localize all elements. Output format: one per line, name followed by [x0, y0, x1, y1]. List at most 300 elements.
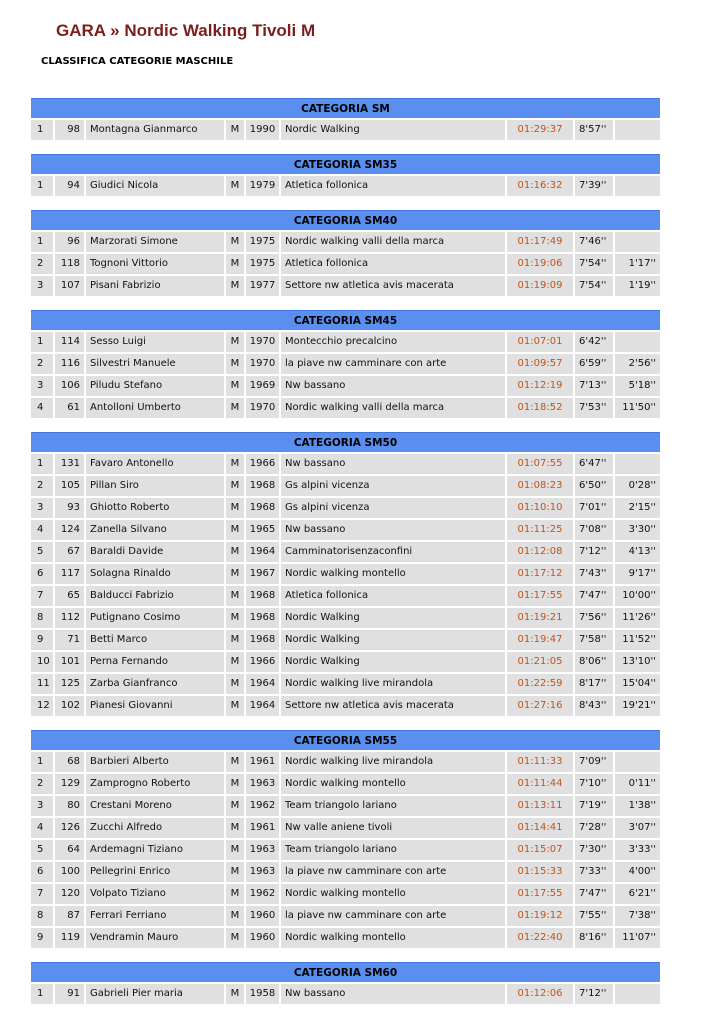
table-row — [31, 176, 660, 196]
birth-year-cell: 1958 — [246, 984, 279, 1004]
team-cell: Nw bassano — [281, 376, 505, 396]
pace-cell: 7'08'' — [575, 520, 613, 540]
finish-time-cell: 01:13:11 — [507, 796, 573, 816]
position-cell: 8 — [31, 906, 53, 926]
position-cell: 2 — [31, 476, 53, 496]
position-cell: 2 — [31, 254, 53, 274]
sex-cell: M — [226, 542, 244, 562]
gap-cell — [615, 752, 660, 772]
bib-number-cell: 117 — [55, 564, 84, 584]
position-cell: 1 — [31, 984, 53, 1004]
athlete-name-cell: Zarba Gianfranco — [86, 674, 224, 694]
birth-year-cell: 1970 — [246, 354, 279, 374]
position-cell: 1 — [31, 332, 53, 352]
gap-cell — [615, 984, 660, 1004]
athlete-name-cell: Balducci Fabrizio — [86, 586, 224, 606]
sex-cell: M — [226, 476, 244, 496]
finish-time-cell: 01:15:33 — [507, 862, 573, 882]
birth-year-cell: 1966 — [246, 652, 279, 672]
pace-cell: 6'59'' — [575, 354, 613, 374]
gap-cell: 2'56'' — [615, 354, 660, 374]
position-cell: 10 — [31, 652, 53, 672]
sex-cell: M — [226, 884, 244, 904]
category-section — [31, 432, 660, 716]
sex-cell: M — [226, 862, 244, 882]
category-spacer — [31, 418, 660, 432]
finish-time-cell: 01:19:12 — [507, 906, 573, 926]
position-cell: 1 — [31, 120, 53, 140]
gap-cell: 11'52'' — [615, 630, 660, 650]
sex-cell: M — [226, 840, 244, 860]
pace-cell: 7'09'' — [575, 752, 613, 772]
bib-number-cell: 65 — [55, 586, 84, 606]
team-cell: Nordic walking montello — [281, 564, 505, 584]
gap-cell — [615, 120, 660, 140]
table-row — [31, 332, 660, 352]
gap-cell: 3'30'' — [615, 520, 660, 540]
finish-time-cell: 01:19:06 — [507, 254, 573, 274]
category-spacer — [31, 948, 660, 962]
sex-cell: M — [226, 354, 244, 374]
gap-cell: 3'07'' — [615, 818, 660, 838]
sex-cell: M — [226, 254, 244, 274]
pace-cell: 7'58'' — [575, 630, 613, 650]
gap-cell: 11'26'' — [615, 608, 660, 628]
birth-year-cell: 1975 — [246, 232, 279, 252]
table-row — [31, 608, 660, 628]
gap-cell: 4'13'' — [615, 542, 660, 562]
gap-cell — [615, 176, 660, 196]
bib-number-cell: 96 — [55, 232, 84, 252]
finish-time-cell: 01:19:21 — [507, 608, 573, 628]
athlete-name-cell: Pianesi Giovanni — [86, 696, 224, 716]
athlete-name-cell: Barbieri Alberto — [86, 752, 224, 772]
gap-cell: 2'15'' — [615, 498, 660, 518]
sex-cell: M — [226, 276, 244, 296]
pace-cell: 7'53'' — [575, 398, 613, 418]
bib-number-cell: 87 — [55, 906, 84, 926]
sex-cell: M — [226, 586, 244, 606]
sex-cell: M — [226, 796, 244, 816]
sex-cell: M — [226, 564, 244, 584]
birth-year-cell: 1968 — [246, 608, 279, 628]
position-cell: 7 — [31, 884, 53, 904]
position-cell: 1 — [31, 454, 53, 474]
pace-cell: 7'10'' — [575, 774, 613, 794]
team-cell: la piave nw camminare con arte — [281, 354, 505, 374]
sex-cell: M — [226, 928, 244, 948]
finish-time-cell: 01:12:06 — [507, 984, 573, 1004]
bib-number-cell: 93 — [55, 498, 84, 518]
gap-cell: 1'38'' — [615, 796, 660, 816]
category-section — [31, 310, 660, 418]
table-row — [31, 796, 660, 816]
birth-year-cell: 1960 — [246, 906, 279, 926]
pace-cell: 7'12'' — [575, 984, 613, 1004]
table-row — [31, 818, 660, 838]
gap-cell: 9'17'' — [615, 564, 660, 584]
bib-number-cell: 119 — [55, 928, 84, 948]
finish-time-cell: 01:17:55 — [507, 586, 573, 606]
page-title: GARA » Nordic Walking Tivoli M — [56, 21, 316, 40]
position-cell: 6 — [31, 862, 53, 882]
athlete-name-cell: Vendramin Mauro — [86, 928, 224, 948]
athlete-name-cell: Volpato Tiziano — [86, 884, 224, 904]
athlete-name-cell: Montagna Gianmarco — [86, 120, 224, 140]
pace-cell: 7'39'' — [575, 176, 613, 196]
table-row — [31, 542, 660, 562]
team-cell: Nordic Walking — [281, 608, 505, 628]
birth-year-cell: 1965 — [246, 520, 279, 540]
finish-time-cell: 01:16:32 — [507, 176, 573, 196]
gap-cell: 11'50'' — [615, 398, 660, 418]
team-cell: Nordic Walking — [281, 120, 505, 140]
bib-number-cell: 114 — [55, 332, 84, 352]
table-row — [31, 862, 660, 882]
finish-time-cell: 01:17:12 — [507, 564, 573, 584]
category-section — [31, 210, 660, 296]
athlete-name-cell: Giudici Nicola — [86, 176, 224, 196]
pace-cell: 7'33'' — [575, 862, 613, 882]
sex-cell: M — [226, 498, 244, 518]
team-cell: Nw valle aniene tivoli — [281, 818, 505, 838]
category-spacer — [31, 140, 660, 154]
birth-year-cell: 1963 — [246, 774, 279, 794]
birth-year-cell: 1977 — [246, 276, 279, 296]
athlete-name-cell: Baraldi Davide — [86, 542, 224, 562]
table-row — [31, 774, 660, 794]
bib-number-cell: 64 — [55, 840, 84, 860]
pace-cell: 6'50'' — [575, 476, 613, 496]
sex-cell: M — [226, 120, 244, 140]
team-cell: Camminatorisenzaconfini — [281, 542, 505, 562]
birth-year-cell: 1961 — [246, 818, 279, 838]
athlete-name-cell: Perna Fernando — [86, 652, 224, 672]
team-cell: Nordic walking live mirandola — [281, 752, 505, 772]
bib-number-cell: 91 — [55, 984, 84, 1004]
position-cell: 9 — [31, 630, 53, 650]
sex-cell: M — [226, 332, 244, 352]
pace-cell: 7'12'' — [575, 542, 613, 562]
table-row — [31, 498, 660, 518]
pace-cell: 7'56'' — [575, 608, 613, 628]
team-cell: Nw bassano — [281, 984, 505, 1004]
bib-number-cell: 131 — [55, 454, 84, 474]
birth-year-cell: 1962 — [246, 884, 279, 904]
finish-time-cell: 01:12:08 — [507, 542, 573, 562]
birth-year-cell: 1967 — [246, 564, 279, 584]
pace-cell: 7'54'' — [575, 276, 613, 296]
category-section — [31, 962, 660, 1004]
athlete-name-cell: Ferrari Ferriano — [86, 906, 224, 926]
pace-cell: 7'28'' — [575, 818, 613, 838]
bib-number-cell: 107 — [55, 276, 84, 296]
sex-cell: M — [226, 176, 244, 196]
position-cell: 1 — [31, 176, 53, 196]
athlete-name-cell: Crestani Moreno — [86, 796, 224, 816]
birth-year-cell: 1964 — [246, 542, 279, 562]
bib-number-cell: 105 — [55, 476, 84, 496]
category-header: CATEGORIA SM45 — [31, 310, 660, 330]
team-cell: la piave nw camminare con arte — [281, 862, 505, 882]
table-row — [31, 476, 660, 496]
athlete-name-cell: Pillan Siro — [86, 476, 224, 496]
pace-cell: 7'43'' — [575, 564, 613, 584]
team-cell: Nordic walking montello — [281, 928, 505, 948]
gap-cell: 3'33'' — [615, 840, 660, 860]
athlete-name-cell: Silvestri Manuele — [86, 354, 224, 374]
bib-number-cell: 68 — [55, 752, 84, 772]
category-header: CATEGORIA SM55 — [31, 730, 660, 750]
team-cell: Settore nw atletica avis macerata — [281, 696, 505, 716]
position-cell: 4 — [31, 398, 53, 418]
table-row — [31, 586, 660, 606]
team-cell: Gs alpini vicenza — [281, 476, 505, 496]
category-header: CATEGORIA SM40 — [31, 210, 660, 230]
pace-cell: 7'46'' — [575, 232, 613, 252]
pace-cell: 6'47'' — [575, 454, 613, 474]
table-row — [31, 652, 660, 672]
sex-cell: M — [226, 398, 244, 418]
category-header: CATEGORIA SM35 — [31, 154, 660, 174]
table-row — [31, 354, 660, 374]
category-spacer — [31, 296, 660, 310]
athlete-name-cell: Zanella Silvano — [86, 520, 224, 540]
position-cell: 3 — [31, 376, 53, 396]
team-cell: Nordic walking montello — [281, 884, 505, 904]
pace-cell: 7'30'' — [575, 840, 613, 860]
athlete-name-cell: Favaro Antonello — [86, 454, 224, 474]
gap-cell — [615, 232, 660, 252]
sex-cell: M — [226, 818, 244, 838]
team-cell: Atletica follonica — [281, 254, 505, 274]
team-cell: Team triangolo lariano — [281, 840, 505, 860]
birth-year-cell: 1963 — [246, 840, 279, 860]
position-cell: 5 — [31, 840, 53, 860]
gap-cell: 15'04'' — [615, 674, 660, 694]
finish-time-cell: 01:19:09 — [507, 276, 573, 296]
finish-time-cell: 01:08:23 — [507, 476, 573, 496]
position-cell: 12 — [31, 696, 53, 716]
birth-year-cell: 1990 — [246, 120, 279, 140]
bib-number-cell: 124 — [55, 520, 84, 540]
finish-time-cell: 01:17:49 — [507, 232, 573, 252]
gap-cell: 10'00'' — [615, 586, 660, 606]
pace-cell: 8'16'' — [575, 928, 613, 948]
position-cell: 8 — [31, 608, 53, 628]
birth-year-cell: 1969 — [246, 376, 279, 396]
team-cell: Atletica follonica — [281, 176, 505, 196]
team-cell: Montecchio precalcino — [281, 332, 505, 352]
athlete-name-cell: Marzorati Simone — [86, 232, 224, 252]
finish-time-cell: 01:18:52 — [507, 398, 573, 418]
sex-cell: M — [226, 376, 244, 396]
birth-year-cell: 1962 — [246, 796, 279, 816]
sex-cell: M — [226, 630, 244, 650]
pace-cell: 7'47'' — [575, 884, 613, 904]
finish-time-cell: 01:21:05 — [507, 652, 573, 672]
pace-cell: 8'57'' — [575, 120, 613, 140]
category-section — [31, 730, 660, 948]
athlete-name-cell: Putignano Cosimo — [86, 608, 224, 628]
pace-cell: 7'55'' — [575, 906, 613, 926]
birth-year-cell: 1964 — [246, 674, 279, 694]
birth-year-cell: 1966 — [246, 454, 279, 474]
finish-time-cell: 01:07:55 — [507, 454, 573, 474]
team-cell: Atletica follonica — [281, 586, 505, 606]
gap-cell — [615, 454, 660, 474]
bib-number-cell: 80 — [55, 796, 84, 816]
finish-time-cell: 01:29:37 — [507, 120, 573, 140]
bib-number-cell: 112 — [55, 608, 84, 628]
athlete-name-cell: Zucchi Alfredo — [86, 818, 224, 838]
birth-year-cell: 1975 — [246, 254, 279, 274]
finish-time-cell: 01:19:47 — [507, 630, 573, 650]
team-cell: Nordic Walking — [281, 652, 505, 672]
table-row — [31, 376, 660, 396]
athlete-name-cell: Solagna Rinaldo — [86, 564, 224, 584]
bib-number-cell: 126 — [55, 818, 84, 838]
team-cell: Nordic walking montello — [281, 774, 505, 794]
birth-year-cell: 1964 — [246, 696, 279, 716]
pace-cell: 7'13'' — [575, 376, 613, 396]
birth-year-cell: 1970 — [246, 332, 279, 352]
finish-time-cell: 01:15:07 — [507, 840, 573, 860]
gap-cell — [615, 332, 660, 352]
table-row — [31, 840, 660, 860]
gap-cell: 5'18'' — [615, 376, 660, 396]
birth-year-cell: 1968 — [246, 476, 279, 496]
birth-year-cell: 1963 — [246, 862, 279, 882]
team-cell: Nordic walking valli della marca — [281, 398, 505, 418]
sex-cell: M — [226, 774, 244, 794]
bib-number-cell: 116 — [55, 354, 84, 374]
position-cell: 9 — [31, 928, 53, 948]
pace-cell: 7'54'' — [575, 254, 613, 274]
bib-number-cell: 94 — [55, 176, 84, 196]
athlete-name-cell: Tognoni Vittorio — [86, 254, 224, 274]
position-cell: 6 — [31, 564, 53, 584]
bib-number-cell: 98 — [55, 120, 84, 140]
team-cell: Nw bassano — [281, 520, 505, 540]
birth-year-cell: 1961 — [246, 752, 279, 772]
birth-year-cell: 1960 — [246, 928, 279, 948]
bib-number-cell: 101 — [55, 652, 84, 672]
gap-cell: 4'00'' — [615, 862, 660, 882]
sex-cell: M — [226, 674, 244, 694]
sex-cell: M — [226, 652, 244, 672]
sex-cell: M — [226, 984, 244, 1004]
pace-cell: 7'01'' — [575, 498, 613, 518]
table-row — [31, 398, 660, 418]
page-subtitle: CLASSIFICA CATEGORIE MASCHILE — [41, 56, 234, 67]
athlete-name-cell: Pellegrini Enrico — [86, 862, 224, 882]
pace-cell: 7'19'' — [575, 796, 613, 816]
position-cell: 2 — [31, 774, 53, 794]
table-row — [31, 752, 660, 772]
athlete-name-cell: Ardemagni Tiziano — [86, 840, 224, 860]
finish-time-cell: 01:27:16 — [507, 696, 573, 716]
athlete-name-cell: Zamprogno Roberto — [86, 774, 224, 794]
team-cell: Nordic walking live mirandola — [281, 674, 505, 694]
position-cell: 11 — [31, 674, 53, 694]
bib-number-cell: 106 — [55, 376, 84, 396]
birth-year-cell: 1968 — [246, 498, 279, 518]
table-row — [31, 120, 660, 140]
position-cell: 1 — [31, 752, 53, 772]
birth-year-cell: 1968 — [246, 586, 279, 606]
pace-cell: 7'47'' — [575, 586, 613, 606]
athlete-name-cell: Gabrieli Pier maria — [86, 984, 224, 1004]
athlete-name-cell: Betti Marco — [86, 630, 224, 650]
category-section — [31, 98, 660, 140]
team-cell: la piave nw camminare con arte — [281, 906, 505, 926]
finish-time-cell: 01:11:33 — [507, 752, 573, 772]
sex-cell: M — [226, 696, 244, 716]
position-cell: 3 — [31, 796, 53, 816]
pace-cell: 6'42'' — [575, 332, 613, 352]
gap-cell: 11'07'' — [615, 928, 660, 948]
bib-number-cell: 129 — [55, 774, 84, 794]
bib-number-cell: 61 — [55, 398, 84, 418]
team-cell: Team triangolo lariano — [281, 796, 505, 816]
gap-cell: 7'38'' — [615, 906, 660, 926]
athlete-name-cell: Piludu Stefano — [86, 376, 224, 396]
table-row — [31, 984, 660, 1004]
position-cell: 4 — [31, 520, 53, 540]
athlete-name-cell: Sesso Luigi — [86, 332, 224, 352]
gap-cell: 19'21'' — [615, 696, 660, 716]
category-header: CATEGORIA SM50 — [31, 432, 660, 452]
category-section — [31, 154, 660, 196]
birth-year-cell: 1970 — [246, 398, 279, 418]
table-row — [31, 254, 660, 274]
finish-time-cell: 01:12:19 — [507, 376, 573, 396]
sex-cell: M — [226, 454, 244, 474]
team-cell: Gs alpini vicenza — [281, 498, 505, 518]
finish-time-cell: 01:22:59 — [507, 674, 573, 694]
position-cell: 3 — [31, 498, 53, 518]
sex-cell: M — [226, 520, 244, 540]
bib-number-cell: 67 — [55, 542, 84, 562]
gap-cell: 1'19'' — [615, 276, 660, 296]
pace-cell: 8'43'' — [575, 696, 613, 716]
finish-time-cell: 01:10:10 — [507, 498, 573, 518]
table-row — [31, 564, 660, 584]
table-row — [31, 630, 660, 650]
table-row — [31, 520, 660, 540]
table-row — [31, 232, 660, 252]
position-cell: 7 — [31, 586, 53, 606]
finish-time-cell: 01:07:01 — [507, 332, 573, 352]
sex-cell: M — [226, 608, 244, 628]
athlete-name-cell: Antolloni Umberto — [86, 398, 224, 418]
gap-cell: 0'28'' — [615, 476, 660, 496]
category-header: CATEGORIA SM60 — [31, 962, 660, 982]
bib-number-cell: 71 — [55, 630, 84, 650]
table-row — [31, 674, 660, 694]
position-cell: 5 — [31, 542, 53, 562]
birth-year-cell: 1979 — [246, 176, 279, 196]
athlete-name-cell: Pisani Fabrizio — [86, 276, 224, 296]
table-row — [31, 454, 660, 474]
finish-time-cell: 01:11:44 — [507, 774, 573, 794]
bib-number-cell: 102 — [55, 696, 84, 716]
category-spacer — [31, 716, 660, 730]
finish-time-cell: 01:11:25 — [507, 520, 573, 540]
table-row — [31, 928, 660, 948]
finish-time-cell: 01:09:57 — [507, 354, 573, 374]
